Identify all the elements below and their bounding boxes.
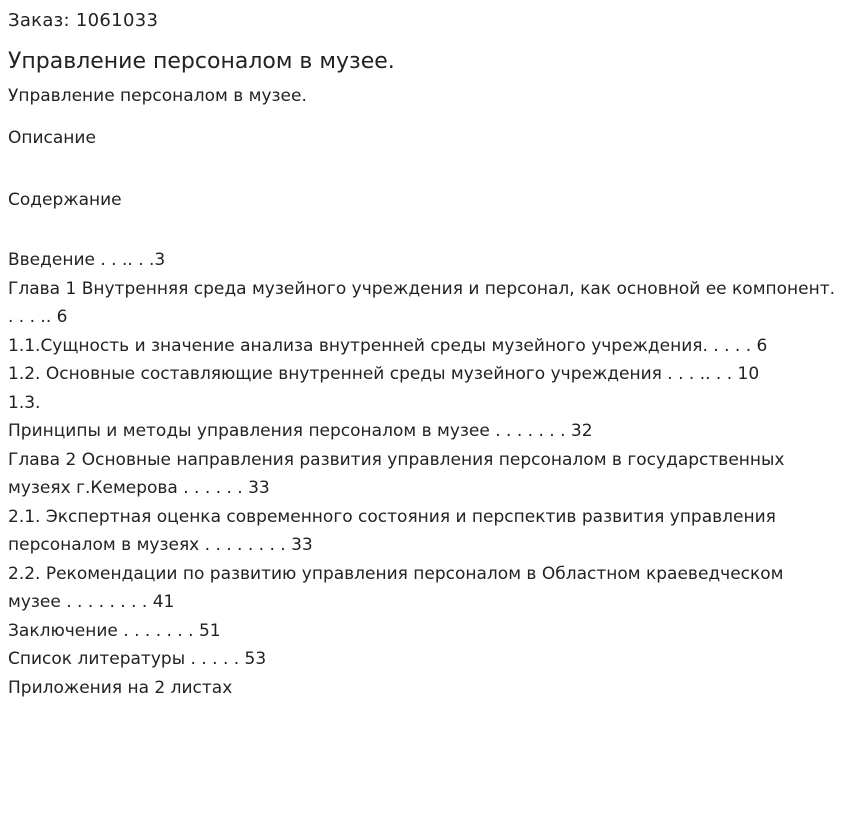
toc-item-section-1-3: 1.3. bbox=[8, 392, 41, 413]
toc-item-chapter-1: Глава 1 Внутренняя среда музейного учреждения и персонал, как основной ее компонент. . . . .. 6 bbox=[8, 278, 836, 327]
toc-item-section-2-1: 2.1. Экспертная оценка современного состояния и перспектив развития управления персоналом в музеях . . . . . . . . 33 bbox=[8, 506, 776, 555]
document-page bbox=[0, 10, 847, 702]
toc-item-conclusion: Заключение . . . . . . . 51 bbox=[8, 620, 221, 641]
toc-item-section-2-2: 2.2. Рекомендации по развитию управления персоналом в Областном краеведческом музее . . . . . . . . 41 bbox=[8, 563, 784, 612]
toc-item-section-1-2: 1.2. Основные составляющие внутренней среды музейного учреждения . . . .. . . 10 bbox=[8, 364, 760, 384]
contents-heading: Содержание bbox=[8, 190, 122, 210]
page-title: Управление персоналом в музее. bbox=[8, 49, 395, 74]
toc-item-principles: Принципы и методы управления персоналом в музее . . . . . . . 32 bbox=[8, 421, 593, 441]
toc-item-section-1-1: 1.1.Сущность и значение анализа внутренней среды музейного учреждения. . . . . 6 bbox=[8, 335, 768, 356]
page-subtitle: Управление персоналом в музее. bbox=[8, 86, 307, 106]
toc-item-appendices: Приложения на 2 листах bbox=[8, 677, 233, 698]
order-number: Заказ: 1061033 bbox=[8, 10, 159, 31]
description-heading: Описание bbox=[8, 128, 96, 148]
toc-item-introduction: Введение . . .. . .3 bbox=[8, 250, 166, 270]
toc-item-references: Список литературы . . . . . 53 bbox=[8, 649, 267, 669]
table-of-contents bbox=[8, 246, 839, 702]
toc-item-chapter-2: Глава 2 Основные направления развития управления персоналом в государственных музеях г.Кемерова . . . . . . 33 bbox=[8, 449, 785, 498]
